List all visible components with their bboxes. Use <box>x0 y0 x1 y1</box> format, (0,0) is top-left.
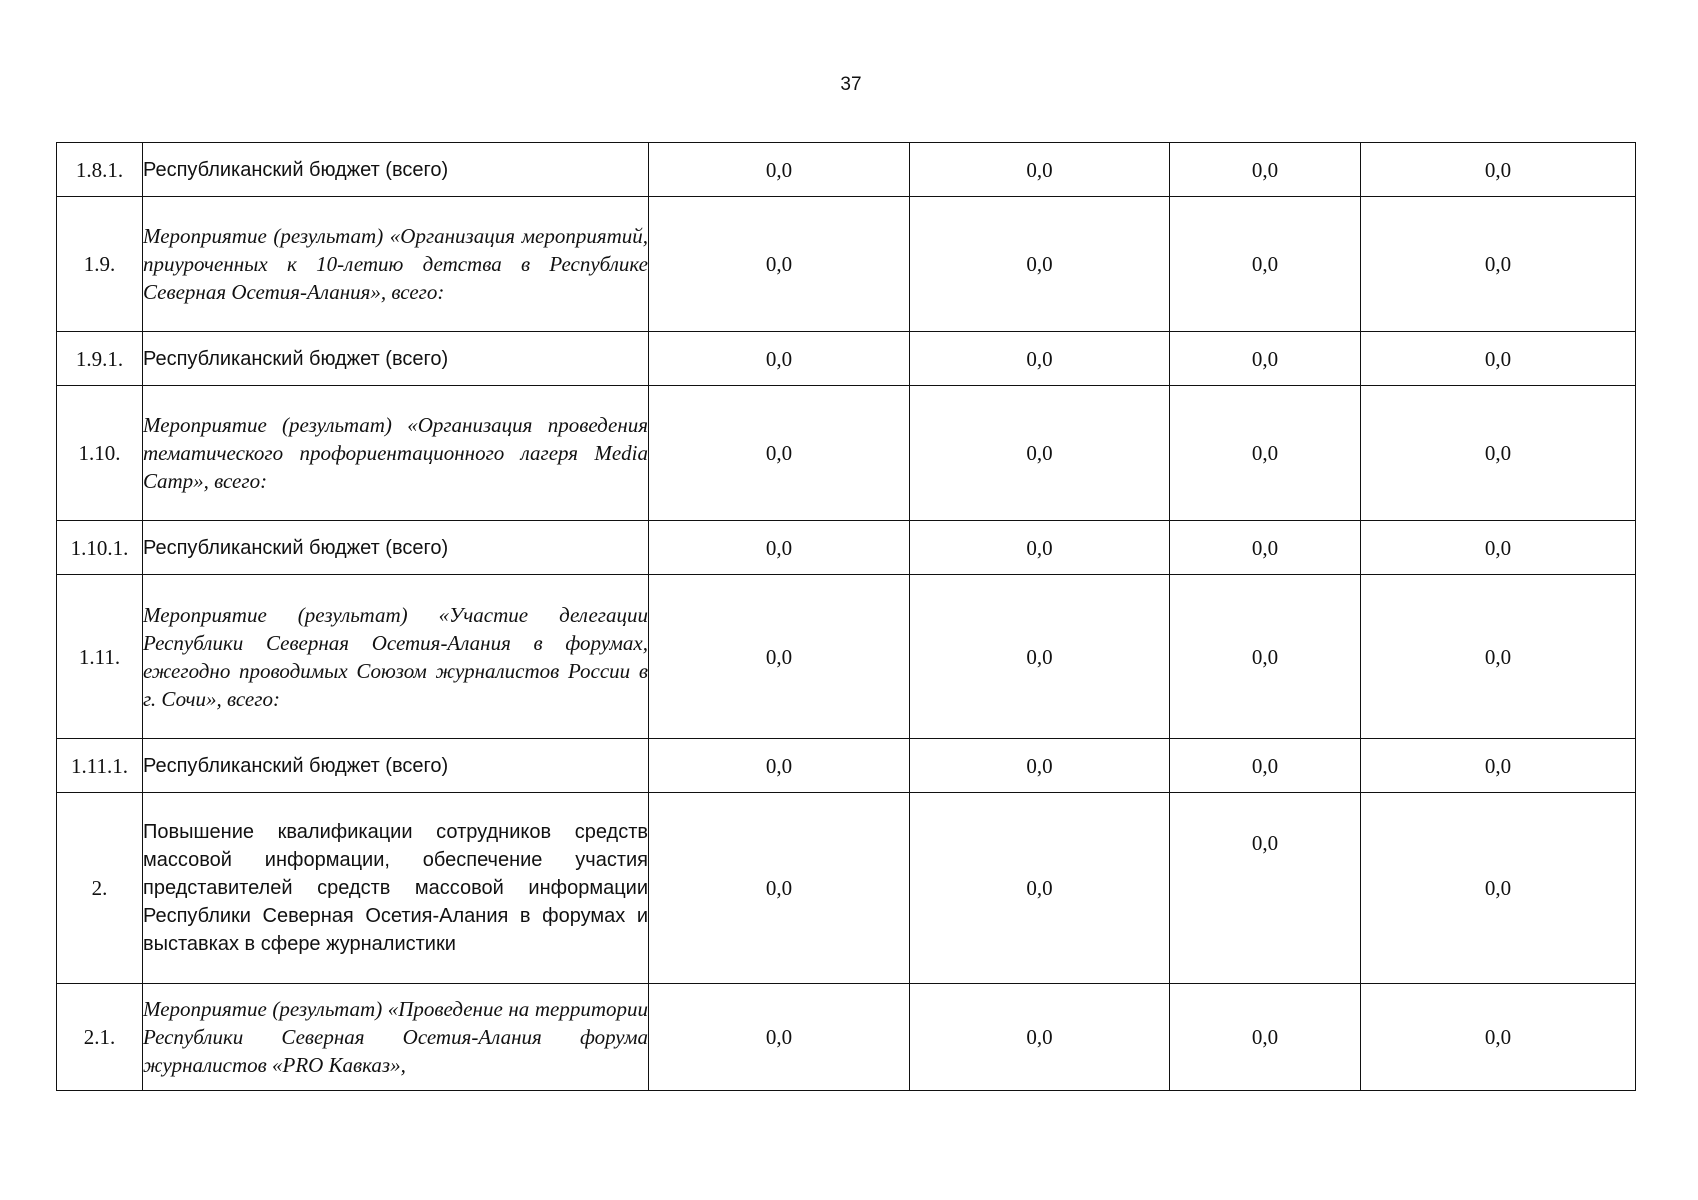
value-cell: 0,0 <box>1170 984 1361 1091</box>
value-cell: 0,0 <box>649 332 910 386</box>
row-description: Республиканский бюджет (всего) <box>143 332 649 386</box>
table-row <box>57 197 1636 332</box>
table-row <box>57 386 1636 521</box>
value-cell: 0,0 <box>1361 984 1636 1091</box>
value-cell: 0,0 <box>910 793 1170 984</box>
value-cell: 0,0 <box>910 521 1170 575</box>
budget-table <box>56 142 1636 1091</box>
row-number: 1.10. <box>57 386 143 521</box>
row-number: 1.11.1. <box>57 739 143 793</box>
value-cell: 0,0 <box>1170 143 1361 197</box>
row-number: 1.9. <box>57 197 143 332</box>
row-description: Республиканский бюджет (всего) <box>143 521 649 575</box>
row-description: Мероприятие (результат) «Организация мероприятий, приуроченных к 10-летию детства в Республике Северная Осетия-Алания», всего: <box>143 197 649 332</box>
row-number: 1.11. <box>57 575 143 739</box>
value-cell: 0,0 <box>1170 739 1361 793</box>
row-number: 2. <box>57 793 143 984</box>
table-row <box>57 332 1636 386</box>
row-number: 1.8.1. <box>57 143 143 197</box>
value-cell: 0,0 <box>649 197 910 332</box>
value-cell: 0,0 <box>1170 332 1361 386</box>
value-cell: 0,0 <box>649 575 910 739</box>
value-cell: 0,0 <box>1361 143 1636 197</box>
value-cell: 0,0 <box>649 521 910 575</box>
value-cell: 0,0 <box>910 739 1170 793</box>
table-row <box>57 575 1636 739</box>
table-row <box>57 521 1636 575</box>
value-cell: 0,0 <box>1361 739 1636 793</box>
row-number: 2.1. <box>57 984 143 1091</box>
row-number: 1.9.1. <box>57 332 143 386</box>
value-cell: 0,0 <box>910 575 1170 739</box>
row-description: Республиканский бюджет (всего) <box>143 143 649 197</box>
value-cell: 0,0 <box>1361 386 1636 521</box>
row-description: Мероприятие (результат) «Проведение на территории Республики Северная Осетия-Алания форума журналистов «PRO Кавказ», <box>143 984 649 1091</box>
table-row <box>57 793 1636 984</box>
row-description: Повышение квалификации сотрудников средств массовой информации, обеспечение участия представителей средств массовой информации Республики Северная Осетия-Алания в форумах и выставках в сфере журналистики <box>143 793 649 984</box>
value-cell: 0,0 <box>649 739 910 793</box>
value-cell: 0,0 <box>1361 575 1636 739</box>
row-description: Республиканский бюджет (всего) <box>143 739 649 793</box>
value-cell: 0,0 <box>910 197 1170 332</box>
table-row <box>57 739 1636 793</box>
value-cell: 0,0 <box>1361 332 1636 386</box>
value-cell: 0,0 <box>649 793 910 984</box>
value-cell: 0,0 <box>910 143 1170 197</box>
value-cell: 0,0 <box>1361 793 1636 984</box>
value-cell: 0,0 <box>910 386 1170 521</box>
table-row <box>57 984 1636 1091</box>
value-cell: 0,0 <box>910 984 1170 1091</box>
value-cell: 0,0 <box>1361 197 1636 332</box>
row-description: Мероприятие (результат) «Участие делегации Республики Северная Осетия-Алания в форумах, ежегодно проводимых Союзом журналистов России в г. Сочи», всего: <box>143 575 649 739</box>
value-cell: 0,0 <box>1170 575 1361 739</box>
value-cell: 0,0 <box>910 332 1170 386</box>
row-number: 1.10.1. <box>57 521 143 575</box>
value-cell: 0,0 <box>649 984 910 1091</box>
value-cell: 0,0 <box>1170 793 1361 984</box>
row-description: Мероприятие (результат) «Организация проведения тематического профориентационного лагеря Media Camp», всего: <box>143 386 649 521</box>
value-cell: 0,0 <box>649 386 910 521</box>
table-row <box>57 143 1636 197</box>
value-cell: 0,0 <box>1170 197 1361 332</box>
value-cell: 0,0 <box>1361 521 1636 575</box>
value-cell: 0,0 <box>1170 521 1361 575</box>
value-cell: 0,0 <box>649 143 910 197</box>
page-number: 37 <box>840 74 862 95</box>
value-cell: 0,0 <box>1170 386 1361 521</box>
